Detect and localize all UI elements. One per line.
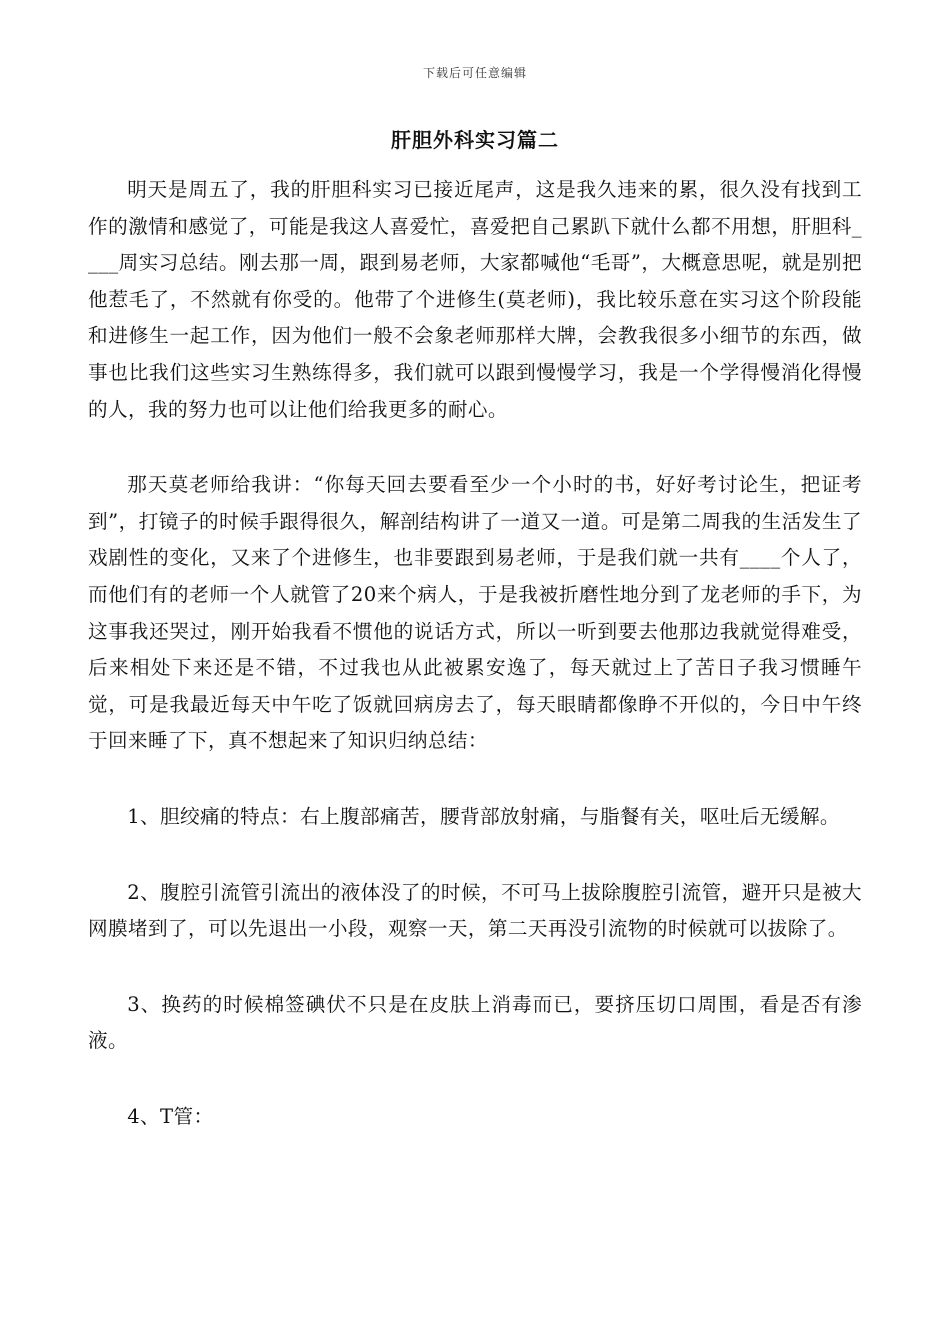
list-item-1: 1、胆绞痛的特点：右上腹部痛苦，腰背部放射痛，与脂餐有关，呕吐后无缓解。 — [127, 804, 840, 828]
document-body — [88, 172, 862, 1174]
list-item-4: 4、T管： — [127, 1104, 214, 1128]
paragraph-intro: 明天是周五了，我的肝胆科实习已接近尾声，这是我久违来的累，很久没有找到工作的激情和感觉了，可能是我这人喜爱忙，喜爱把自己累趴下就什么都不用想，肝胆科____周实习总结。刚去那一周，跟到易老师，大家都喊他“毛哥”，大概意思呢，就是别把他惹毛了，不然就有你受的。他带了个进修生(莫老师)，我比较乐意在实习这个阶段能和进修生一起工作，因为他们一般不会象老师那样大牌，会教我很多小细节的东西，做事也比我们这些实习生熟练得多，我们就可以跟到慢慢学习，我是一个学得慢消化得慢的人，我的努力也可以让他们给我更多的耐心。 — [88, 178, 862, 421]
header-note: 下载后可任意编辑 — [422, 66, 527, 80]
list-item-2: 2、腹腔引流管引流出的液体没了的时候，不可马上拔除腹腔引流管，避开只是被大网膜堵到了，可以先退出一小段，观察一天，第二天再没引流物的时候就可以拔除了。 — [88, 880, 862, 941]
document-title: 肝胆外科实习篇二 — [391, 128, 559, 152]
list-item-3: 3、换药的时候棉签碘伏不只是在皮肤上消毒而已，要挤压切口周围，看是否有渗液。 — [88, 992, 862, 1053]
paragraph-second-week: 那天莫老师给我讲：“你每天回去要看至少一个小时的书，好好考讨论生，把证考到”，打镜子的时候手跟得很久，解剖结构讲了一道又一道。可是第二周我的生活发生了戏剧性的变化，又来了个进修生，也非要跟到易老师，于是我们就一共有____个人了，而他们有的老师一个人就管了20来个病人，于是我被折磨性地分到了龙老师的手下，为这事我还哭过，刚开始我看不惯他的说话方式，所以一听到要去他那边我就觉得难受，后来相处下来还是不错，不过我也从此被累安逸了，每天就过上了苦日子我习惯睡午觉，可是我最近每天中午吃了饭就回病房去了，每天眼睛都像睁不开似的，今日中午终于回来睡了下，真不想起来了知识归纳总结： — [88, 473, 862, 753]
